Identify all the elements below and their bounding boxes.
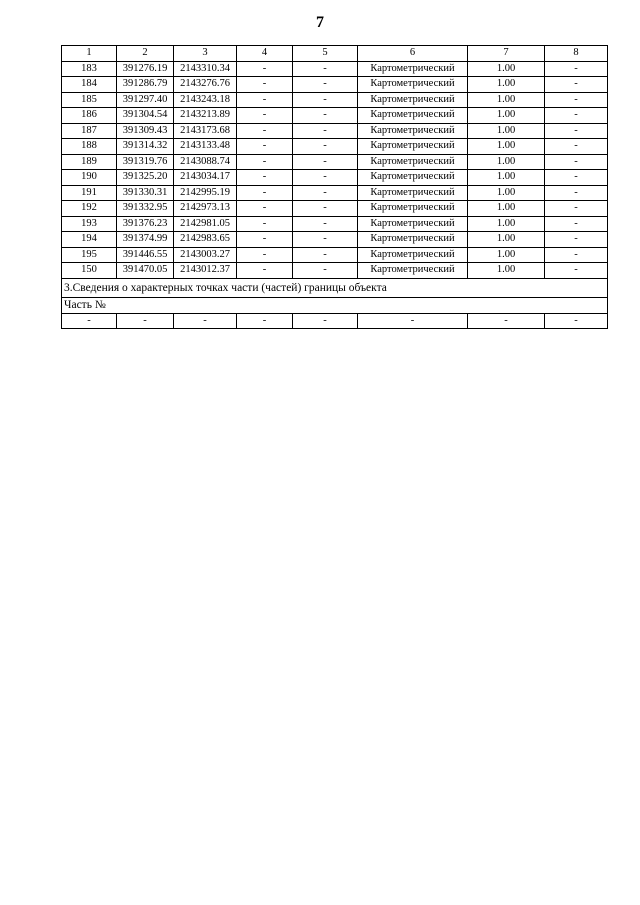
- table-cell: Картометрический: [358, 232, 468, 248]
- header-cell: 2: [117, 46, 174, 62]
- table-cell: -: [293, 247, 358, 263]
- table-cell: -: [174, 313, 237, 329]
- table-cell: -: [293, 216, 358, 232]
- header-row: [62, 46, 608, 62]
- table-cell: -: [293, 185, 358, 201]
- table-cell: 1.00: [468, 92, 545, 108]
- header-cell: 8: [545, 46, 608, 62]
- table-cell: 194: [62, 232, 117, 248]
- table-cell: 391286.79: [117, 77, 174, 93]
- table-cell: 1.00: [468, 263, 545, 279]
- table-cell: 391314.32: [117, 139, 174, 155]
- table-cell: 2142981.05: [174, 216, 237, 232]
- table-cell: 186: [62, 108, 117, 124]
- table-cell: -: [237, 263, 293, 279]
- table-cell: 193: [62, 216, 117, 232]
- table-cell: 191: [62, 185, 117, 201]
- table-cell: -: [117, 313, 174, 329]
- coordinates-table: [61, 45, 608, 329]
- table-cell: -: [237, 232, 293, 248]
- table-cell: -: [545, 232, 608, 248]
- table-cell: 190: [62, 170, 117, 186]
- table-cell: -: [237, 77, 293, 93]
- table-cell: -: [293, 232, 358, 248]
- table-cell: Картометрический: [358, 170, 468, 186]
- header-cell: 1: [62, 46, 117, 62]
- table-cell: Картометрический: [358, 154, 468, 170]
- table-row: [62, 263, 608, 279]
- table-cell: 1.00: [468, 185, 545, 201]
- table-cell: -: [293, 123, 358, 139]
- header-cell: 5: [293, 46, 358, 62]
- table-row: [62, 201, 608, 217]
- table-cell: 2143173.68: [174, 123, 237, 139]
- table-cell: -: [545, 313, 608, 329]
- part-label-row: [62, 297, 608, 313]
- table-row: [62, 139, 608, 155]
- table-cell: Картометрический: [358, 139, 468, 155]
- table-cell: 188: [62, 139, 117, 155]
- table-cell: 391309.43: [117, 123, 174, 139]
- table-cell: 1.00: [468, 232, 545, 248]
- table-cell: -: [237, 185, 293, 201]
- page-number: 7: [316, 14, 324, 31]
- table-cell: 1.00: [468, 61, 545, 77]
- section-title: 3.Сведения о характерных точках части (частей) границы объекта: [62, 278, 608, 297]
- table-cell: -: [293, 201, 358, 217]
- table-cell: Картометрический: [358, 61, 468, 77]
- table-cell: -: [545, 108, 608, 124]
- table-cell: 2143243.18: [174, 92, 237, 108]
- table-cell: 391330.31: [117, 185, 174, 201]
- table-cell: 391276.19: [117, 61, 174, 77]
- header-cell: 3: [174, 46, 237, 62]
- table-row: [62, 247, 608, 263]
- table-body: [62, 46, 608, 329]
- table-cell: -: [293, 139, 358, 155]
- table-cell: 1.00: [468, 108, 545, 124]
- table-cell: -: [237, 154, 293, 170]
- table-cell: 150: [62, 263, 117, 279]
- table-cell: 391374.99: [117, 232, 174, 248]
- table-row: [62, 108, 608, 124]
- table-cell: Картометрический: [358, 216, 468, 232]
- table-cell: -: [545, 61, 608, 77]
- table-cell: 2142983.65: [174, 232, 237, 248]
- table-cell: 1.00: [468, 201, 545, 217]
- table-row: [62, 216, 608, 232]
- table-cell: 2143034.17: [174, 170, 237, 186]
- table-row: [62, 232, 608, 248]
- table-cell: 1.00: [468, 77, 545, 93]
- table-cell: -: [237, 92, 293, 108]
- table-cell: 391446.55: [117, 247, 174, 263]
- table-cell: -: [237, 247, 293, 263]
- table-cell: 391297.40: [117, 92, 174, 108]
- table-cell: 2143310.34: [174, 61, 237, 77]
- table-cell: 2143213.89: [174, 108, 237, 124]
- table-cell: Картометрический: [358, 201, 468, 217]
- table-cell: -: [293, 108, 358, 124]
- table-cell: -: [545, 154, 608, 170]
- table-cell: 2143133.48: [174, 139, 237, 155]
- table-row: [62, 154, 608, 170]
- table-cell: 2143012.37: [174, 263, 237, 279]
- table-cell: -: [293, 263, 358, 279]
- table-cell: -: [293, 61, 358, 77]
- table-cell: 391332.95: [117, 201, 174, 217]
- table-cell: 391304.54: [117, 108, 174, 124]
- table-cell: -: [545, 201, 608, 217]
- table-cell: -: [545, 247, 608, 263]
- table-cell: -: [545, 123, 608, 139]
- table-cell: -: [293, 170, 358, 186]
- table-cell: 189: [62, 154, 117, 170]
- table-row: [62, 77, 608, 93]
- table-cell: -: [545, 139, 608, 155]
- table-cell: 1.00: [468, 216, 545, 232]
- table-cell: 1.00: [468, 123, 545, 139]
- table-cell: -: [468, 313, 545, 329]
- table-row: [62, 61, 608, 77]
- section-title-row: [62, 278, 608, 297]
- table-cell: 2143003.27: [174, 247, 237, 263]
- table-cell: -: [545, 216, 608, 232]
- table-cell: 391470.05: [117, 263, 174, 279]
- table-cell: 192: [62, 201, 117, 217]
- table-cell: -: [237, 313, 293, 329]
- table-cell: 183: [62, 61, 117, 77]
- table-cell: -: [545, 263, 608, 279]
- table-row: [62, 123, 608, 139]
- table-cell: 185: [62, 92, 117, 108]
- table-cell: -: [237, 139, 293, 155]
- table-cell: Картометрический: [358, 92, 468, 108]
- table-cell: -: [545, 77, 608, 93]
- table-cell: Картометрический: [358, 185, 468, 201]
- table-cell: 184: [62, 77, 117, 93]
- table-cell: -: [62, 313, 117, 329]
- table-cell: 2143088.74: [174, 154, 237, 170]
- table-cell: Картометрический: [358, 77, 468, 93]
- table-cell: Картометрический: [358, 123, 468, 139]
- table-cell: -: [237, 123, 293, 139]
- table-row: [62, 185, 608, 201]
- table-cell: 1.00: [468, 154, 545, 170]
- table-cell: 195: [62, 247, 117, 263]
- table-cell: 187: [62, 123, 117, 139]
- table-cell: 2142995.19: [174, 185, 237, 201]
- table-cell: 2143276.76: [174, 77, 237, 93]
- part-label: Часть №: [62, 297, 608, 313]
- table-cell: -: [293, 92, 358, 108]
- table-cell: 391319.76: [117, 154, 174, 170]
- table-cell: -: [293, 154, 358, 170]
- table-cell: Картометрический: [358, 263, 468, 279]
- table-cell: -: [545, 185, 608, 201]
- table-cell: -: [237, 61, 293, 77]
- table-cell: 1.00: [468, 139, 545, 155]
- table-cell: -: [237, 201, 293, 217]
- header-cell: 6: [358, 46, 468, 62]
- table-row: [62, 92, 608, 108]
- header-cell: 7: [468, 46, 545, 62]
- table-cell: -: [237, 108, 293, 124]
- header-cell: 4: [237, 46, 293, 62]
- table-cell: Картометрический: [358, 108, 468, 124]
- table-cell: -: [293, 313, 358, 329]
- table-cell: 391376.23: [117, 216, 174, 232]
- empty-part-row: [62, 313, 608, 329]
- table-row: [62, 170, 608, 186]
- table-cell: -: [237, 170, 293, 186]
- table-cell: -: [545, 170, 608, 186]
- table-cell: -: [545, 92, 608, 108]
- table-cell: 1.00: [468, 170, 545, 186]
- table-cell: 2142973.13: [174, 201, 237, 217]
- table-cell: 391325.20: [117, 170, 174, 186]
- table-cell: -: [358, 313, 468, 329]
- table-cell: Картометрический: [358, 247, 468, 263]
- table-cell: -: [237, 216, 293, 232]
- table-cell: -: [293, 77, 358, 93]
- table-cell: 1.00: [468, 247, 545, 263]
